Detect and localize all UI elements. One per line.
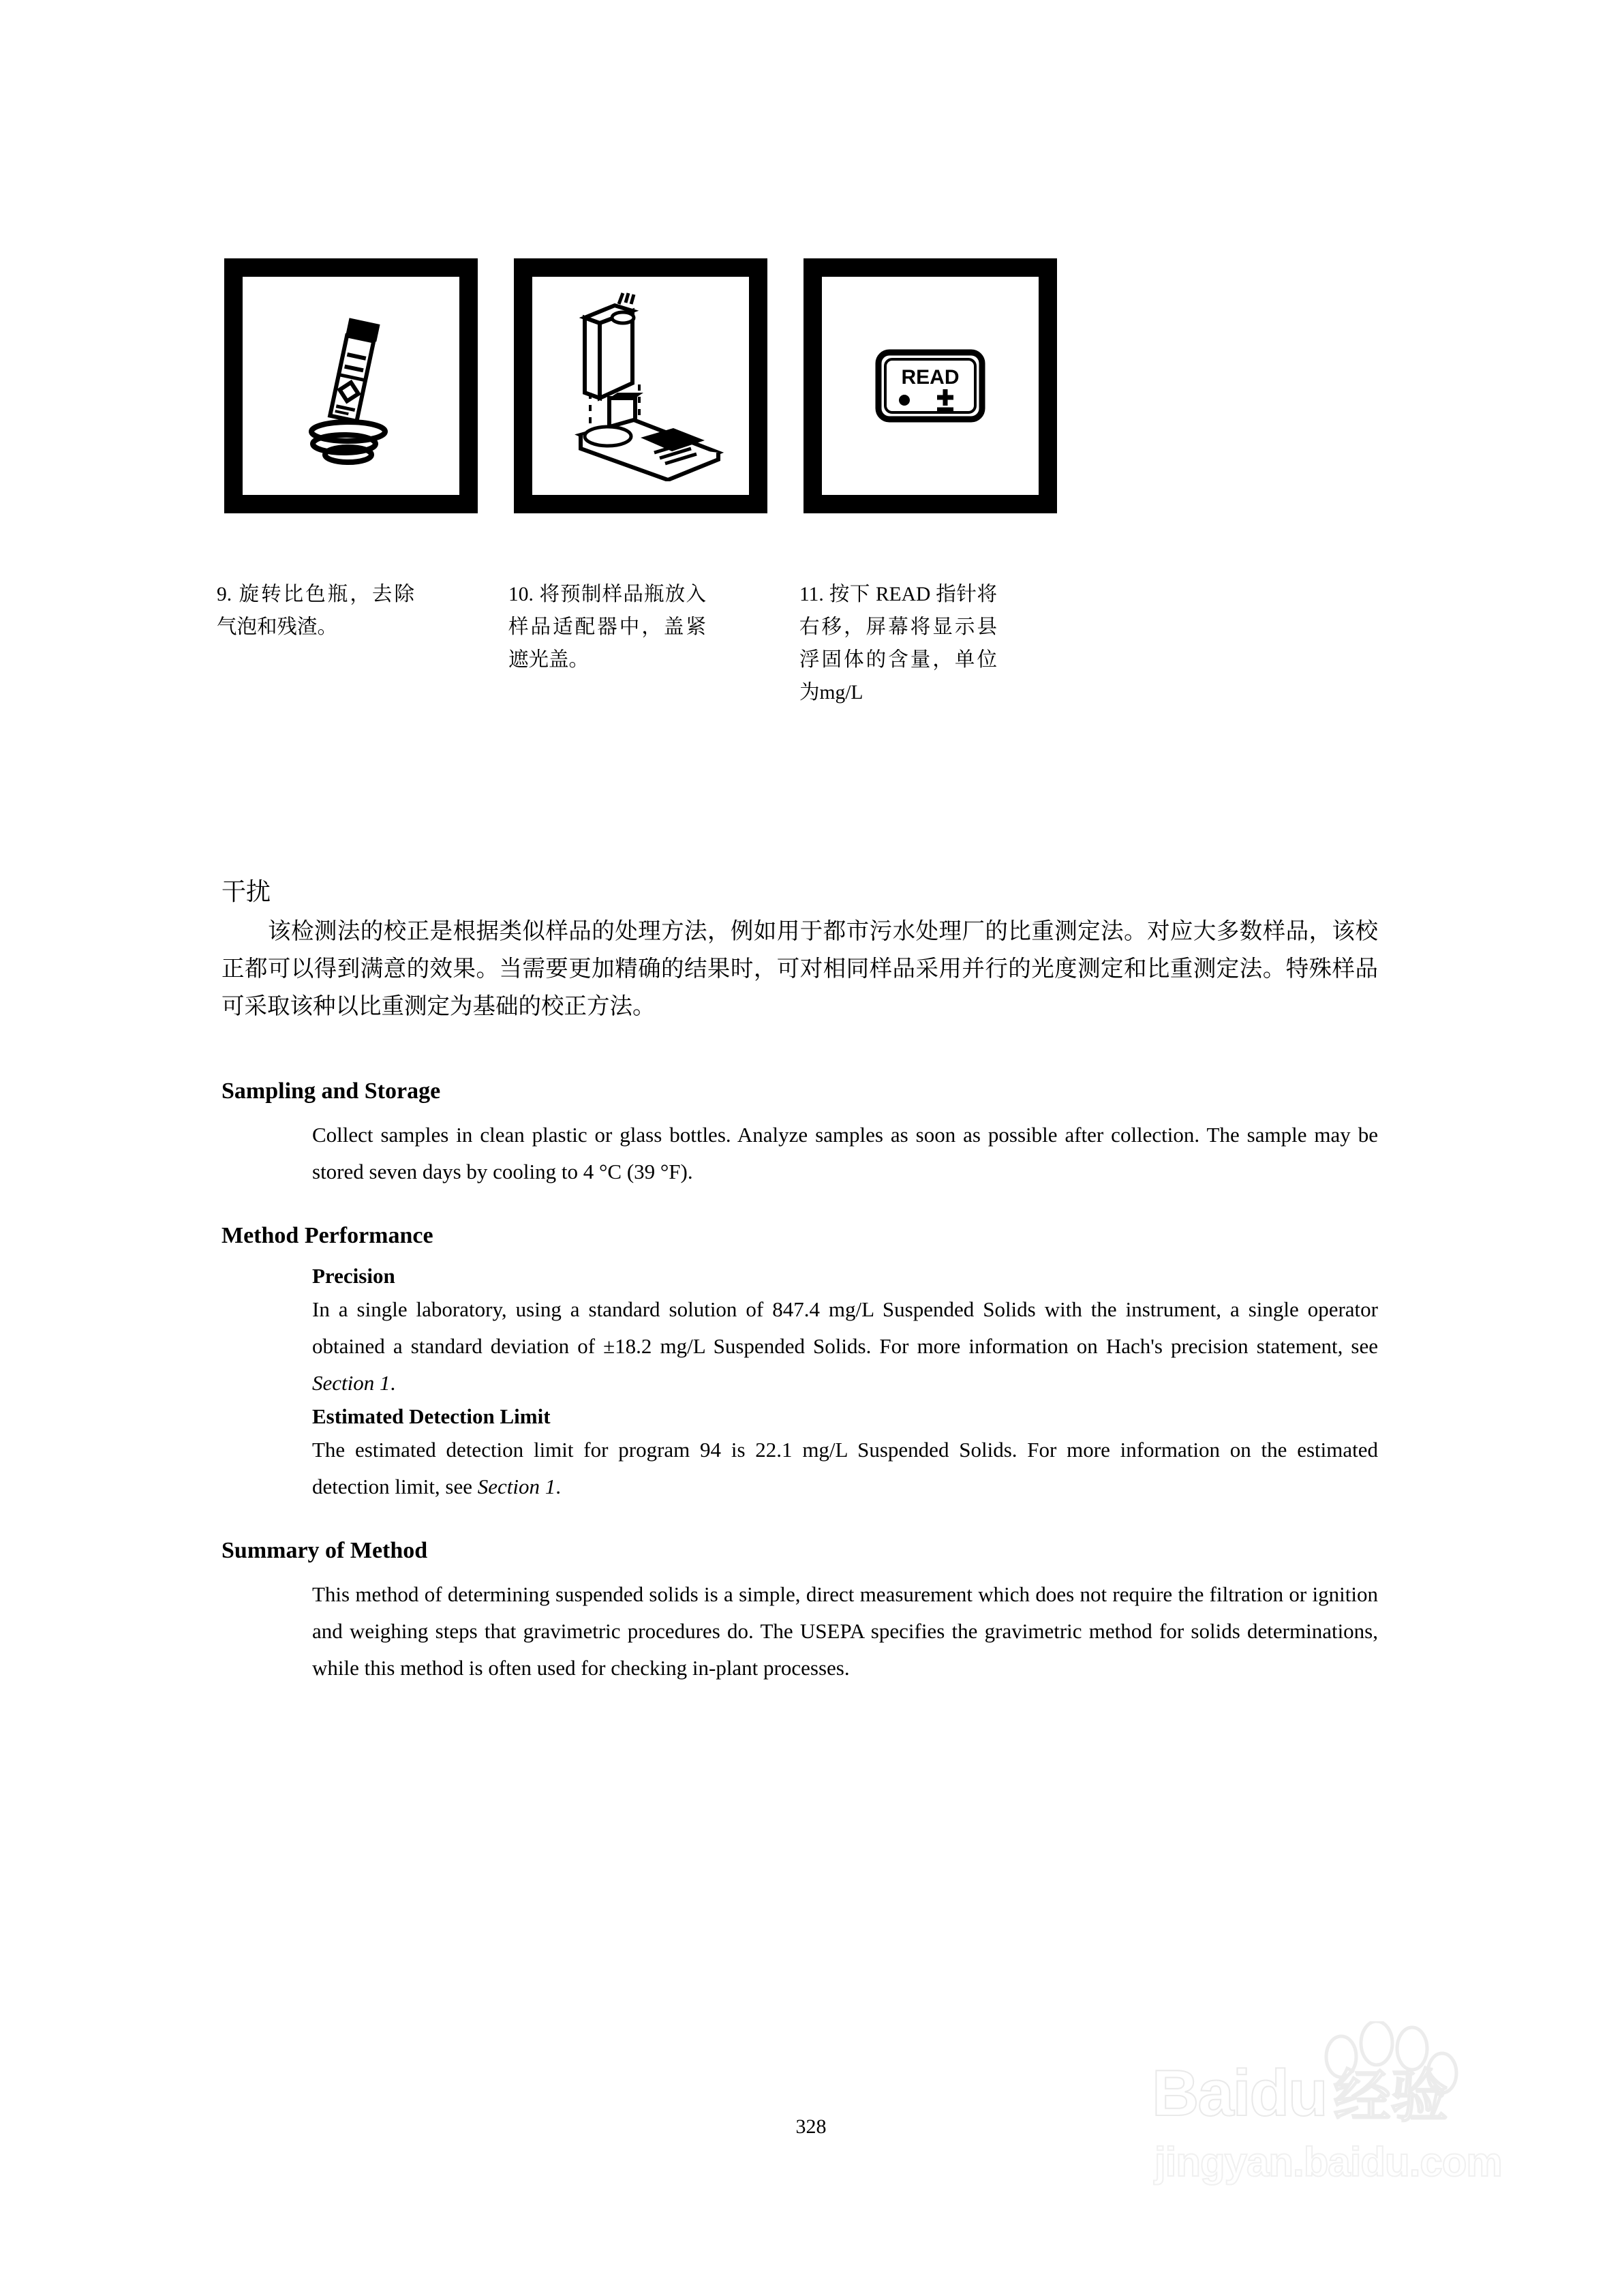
read-button-icon	[822, 277, 1039, 495]
edl-text-tail: .	[555, 1475, 562, 1498]
subheading-estimated-detection-limit: Estimated Detection Limit	[312, 1404, 551, 1428]
caption-text: 按下 READ 指针将右移，屏幕将显示县浮固体的含量，单位为mg/L	[799, 584, 998, 704]
figure-box-step-10	[514, 258, 767, 513]
watermark-brand-cn: 经验	[1333, 2064, 1448, 2129]
precision-paragraph	[312, 1291, 1378, 1402]
section-heading-summary-of-method: Summary of Method	[221, 1538, 428, 1563]
watermark-brand: Baidu	[1152, 2057, 1327, 2130]
caption-number: 9.	[217, 584, 232, 605]
spacer	[221, 1567, 1378, 1576]
caption-step-11	[799, 578, 997, 709]
spacer	[221, 1107, 1378, 1117]
page-number: 328	[795, 2115, 827, 2138]
procedure-captions	[217, 578, 1069, 755]
estimated-detection-limit-paragraph	[312, 1432, 1378, 1505]
spacer	[221, 1505, 1378, 1535]
caption-number: 10.	[508, 584, 534, 605]
summary-of-method-paragraph: This method of determining suspended solids is a simple, direct measurement which does not require the filtration or ignition and weighing steps that gravimetric procedures do. The USEPA specifies the gravimetric method for solids determinations, while this method is often used for checking in-plant processes.	[312, 1582, 1378, 1680]
figure-box-step-9	[224, 258, 478, 513]
section-heading-method-performance: Method Performance	[221, 1223, 433, 1248]
caption-step-9	[217, 578, 414, 644]
baidu-watermark	[1152, 2021, 1533, 2205]
baidu-paw-logo-icon	[1303, 2021, 1460, 2117]
precision-section-reference: Section 1	[312, 1371, 391, 1395]
body-content	[221, 875, 1378, 1687]
spacer	[221, 1190, 1378, 1220]
spacer	[221, 1025, 1378, 1076]
figure-box-step-11	[804, 258, 1057, 513]
precision-text-main: In a single laboratory, using a standard solution of 847.4 mg/L Suspended Solids with the instrument, a single operator obtained a standard deviation of ±18.2 mg/L Suspended Solids. For more information on Hach's precision statement, see	[312, 1297, 1378, 1358]
edl-section-reference: Section 1	[477, 1475, 556, 1498]
vial-swirl-icon	[243, 277, 459, 495]
caption-text: 将预制样品瓶放入样品适配器中，盖紧遮光盖。	[508, 584, 706, 671]
caption-step-10	[508, 578, 706, 676]
colorimeter-cell-holder-icon	[532, 277, 749, 495]
interference-paragraph: 该检测法的校正是根据类似样品的处理方法，例如用于都市污水处理厂的比重测定法。对应大多数样品，该校正都可以得到满意的效果。当需要更加精确的结果时，可对相同样品采用并行的光度测定和比重测定法。特殊样品可采取该种以比重测定为基础的校正方法。	[221, 919, 1378, 1019]
procedure-illustration-strip	[224, 258, 1059, 517]
edl-text-main: The estimated detection limit for program 94 is 22.1 mg/L Suspended Solids. For more information on the estimated detection limit, see	[312, 1438, 1378, 1498]
precision-text-tail: .	[390, 1371, 396, 1395]
caption-text: 旋转比色瓶，去除气泡和残渣。	[217, 584, 414, 638]
spacer	[221, 1252, 1378, 1261]
section-heading-interference: 干扰	[221, 878, 271, 905]
sampling-and-storage-paragraph: Collect samples in clean plastic or glass bottles. Analyze samples as soon as possible after collection. The sample may be stored seven days by cooling to 4 °C (39 °F).	[312, 1123, 1378, 1183]
subheading-precision: Precision	[312, 1264, 395, 1288]
watermark-url: jingyan.baidu.com	[1154, 2139, 1502, 2185]
read-button-label: READ	[901, 366, 960, 389]
caption-number: 11.	[799, 584, 824, 605]
section-heading-sampling-and-storage: Sampling and Storage	[221, 1078, 441, 1104]
